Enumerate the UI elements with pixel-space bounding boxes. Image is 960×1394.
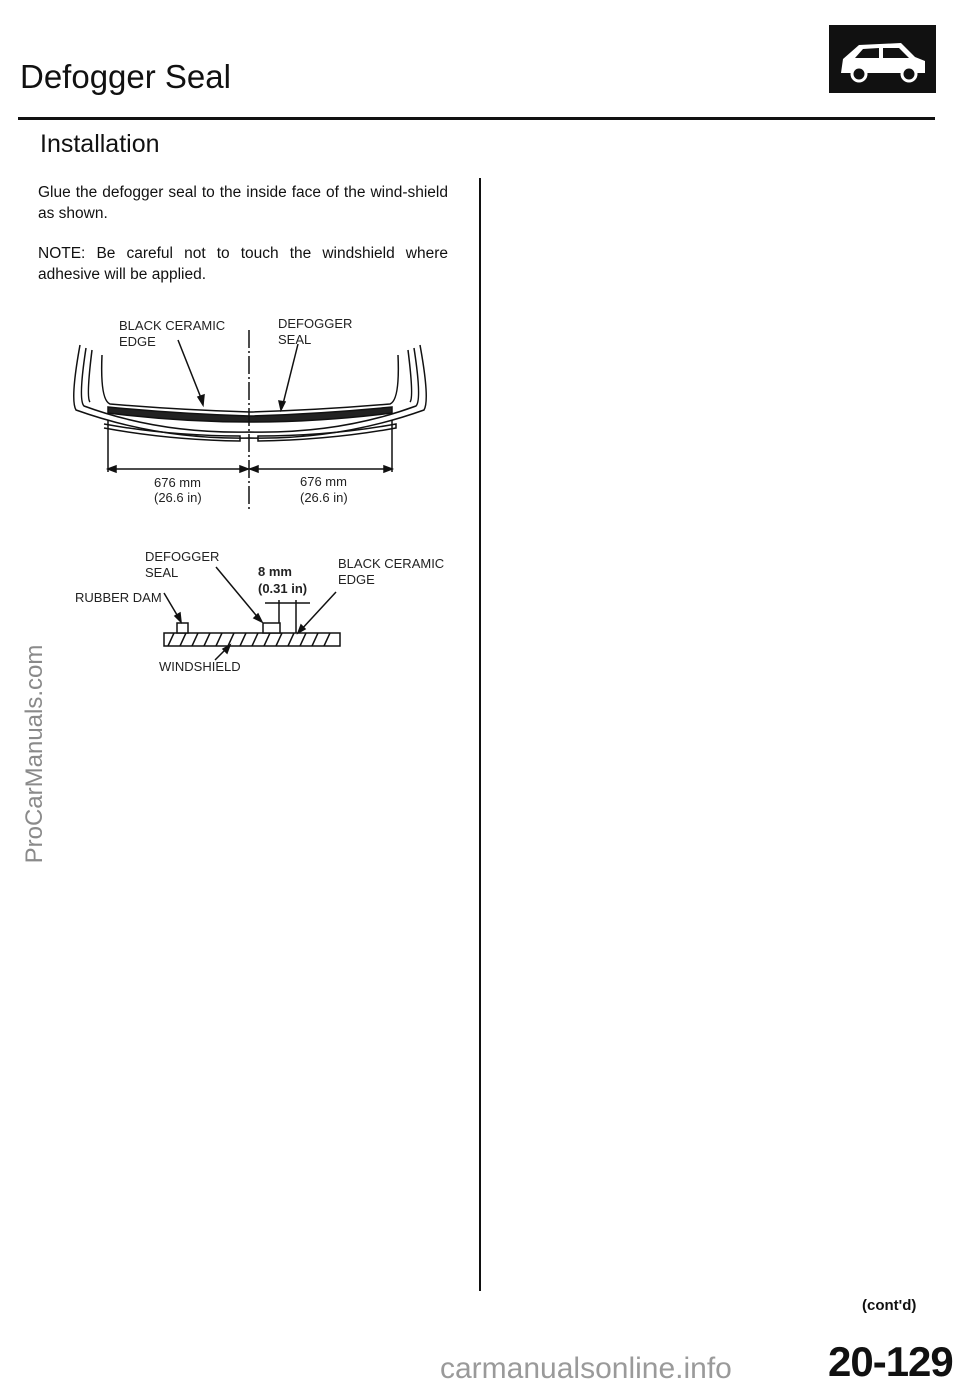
dim-031in: (0.31 in) xyxy=(258,581,308,596)
label-defogger-seal: DEFOGGER xyxy=(278,316,353,331)
page-title: Defogger Seal xyxy=(20,58,231,95)
continued-label: (cont'd) xyxy=(862,1297,917,1314)
dim-left-in: (26.6 in) xyxy=(154,490,202,505)
label-defogger-seal-section-2: SEAL xyxy=(145,565,179,580)
dim-left-mm: 676 mm xyxy=(154,475,201,490)
label-black-ceramic-edge-section-2: EDGE xyxy=(338,572,375,587)
windshield-top-view xyxy=(74,330,427,510)
dim-8mm: 8 mm xyxy=(258,564,292,579)
instruction-text: Glue the defogger seal to the inside face of the wind-shield as shown. xyxy=(38,184,448,222)
label-rubber-dam: RUBBER DAM xyxy=(75,590,162,605)
label-defogger-seal-2: SEAL xyxy=(278,332,312,347)
label-defogger-seal-section: DEFOGGER xyxy=(145,549,220,564)
note-text: NOTE: Be careful not to touch the windshield where adhesive will be applied. xyxy=(38,245,448,283)
label-windshield: WINDSHIELD xyxy=(159,659,241,674)
label-black-ceramic-edge: BLACK CERAMIC xyxy=(119,318,226,333)
bottom-watermark: carmanualsonline.info xyxy=(440,1352,732,1385)
label-black-ceramic-edge-2: EDGE xyxy=(119,334,156,349)
label-black-ceramic-edge-section: BLACK CERAMIC xyxy=(338,556,445,571)
dim-right-mm: 676 mm xyxy=(300,474,347,489)
windshield-cross-section xyxy=(164,567,340,660)
dim-right-in: (26.6 in) xyxy=(300,490,348,505)
side-watermark: ProCarManuals.com xyxy=(21,644,48,864)
section-title: Installation xyxy=(40,130,160,158)
page-number: 20-129 xyxy=(828,1338,953,1385)
